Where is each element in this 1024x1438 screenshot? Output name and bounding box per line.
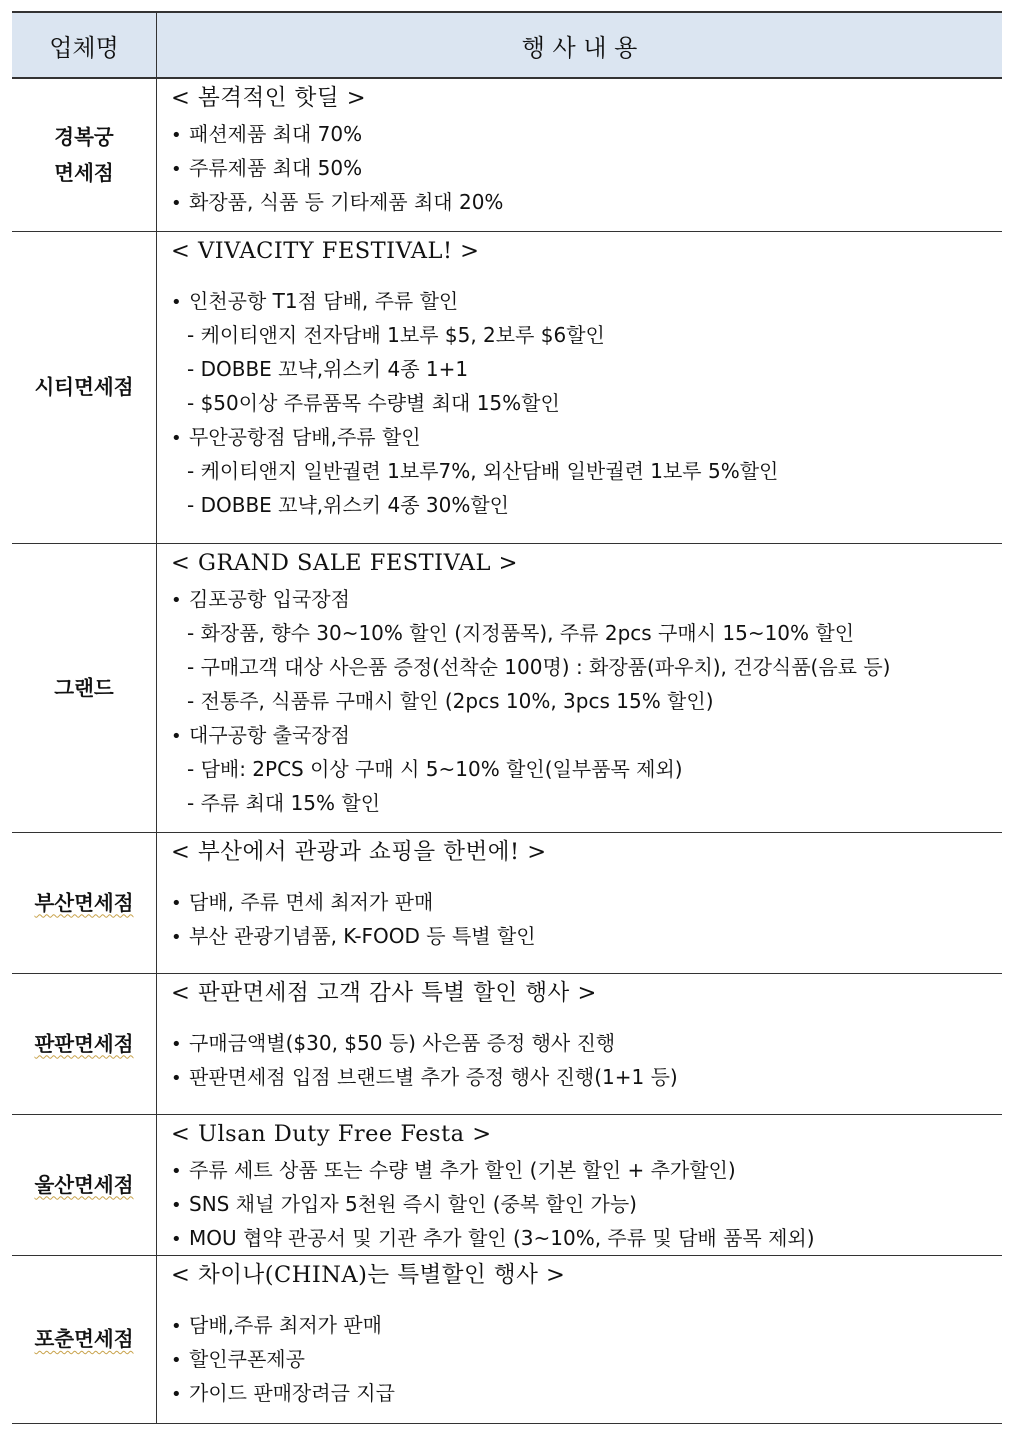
vendor-cell bbox=[12, 543, 157, 832]
list-item: - 구매고객 대상 사은품 증정(선착순 100명) : 화장품(파우치), 건강식품(음료 등) bbox=[187, 654, 891, 679]
list-item: - 담배: 2PCS 이상 구매 시 5~10% 할인(일부품목 제외) bbox=[187, 756, 683, 781]
list-item: • 가이드 판매장려금 지급 bbox=[171, 1376, 992, 1410]
table-row bbox=[12, 973, 1002, 1114]
list-item: • 판판면세점 입점 브랜드별 추가 증정 행사 진행(1+1 등) bbox=[171, 1060, 992, 1094]
list-item: • 김포공항 입국장점 bbox=[171, 582, 992, 616]
list-item: • 주류 세트 상품 또는 수량 별 추가 할인 (기본 할인 + 추가할인) bbox=[171, 1153, 992, 1187]
vendor-name: 면세점 bbox=[54, 160, 114, 185]
list-item: - DOBBE 꼬냑,위스키 4종 1+1 bbox=[187, 356, 469, 381]
vendor-cell bbox=[12, 973, 157, 1114]
list-item: • 구매금액별($30, $50 등) 사은품 증정 행사 진행 bbox=[171, 1026, 992, 1060]
bullet-icon: • bbox=[171, 1033, 182, 1055]
content-cell bbox=[157, 973, 1003, 1114]
list-item: • 인천공항 T1점 담배, 주류 할인 bbox=[171, 284, 992, 318]
list-item: - $50이상 주류품목 수량별 최대 15%할인 bbox=[187, 390, 560, 415]
content-cell bbox=[157, 231, 1003, 543]
table-row bbox=[12, 231, 1002, 543]
bullet-icon: • bbox=[171, 125, 182, 146]
bullet-icon: • bbox=[171, 291, 182, 313]
list-item: • 화장품, 식품 등 기타제품 최대 20% bbox=[171, 185, 992, 219]
bullet-icon: • bbox=[171, 926, 182, 948]
list-item: • 무안공항점 담배,주류 할인 bbox=[171, 420, 992, 454]
vendor-name: 부산면세점 bbox=[34, 890, 134, 915]
vendor-cell bbox=[12, 231, 157, 543]
content-cell bbox=[157, 832, 1003, 973]
table-row bbox=[12, 832, 1002, 973]
table-row bbox=[12, 1255, 1002, 1423]
list-item: • 담배,주류 최저가 판매 bbox=[171, 1308, 992, 1342]
header-content: 행 사 내 용 bbox=[157, 12, 1003, 78]
event-title: < 봄격적인 핫딜 > bbox=[171, 85, 367, 111]
list-item: - 화장품, 향수 30~10% 할인 (지정품목), 주류 2pcs 구매시 15~10% 할인 bbox=[187, 620, 855, 645]
bullet-icon: • bbox=[171, 427, 182, 449]
vendor-cell bbox=[12, 78, 157, 231]
list-item: • 부산 관광기념품, K-FOOD 등 특별 할인 bbox=[171, 919, 992, 953]
table-row bbox=[12, 543, 1002, 832]
content-cell bbox=[157, 1255, 1003, 1423]
bullet-icon: • bbox=[171, 1383, 182, 1405]
list-item: • 패션제품 최대 70% bbox=[171, 117, 992, 151]
list-item: • 대구공항 출국장점 bbox=[171, 718, 992, 752]
event-table bbox=[12, 11, 1002, 1424]
event-title: < 부산에서 관광과 쇼핑을 한번에! > bbox=[171, 838, 547, 865]
event-title: < Ulsan Duty Free Festa > bbox=[171, 1120, 492, 1147]
vendor-cell bbox=[12, 1255, 157, 1423]
event-title: < 차이나(CHINA)는 특별할인 행사 > bbox=[171, 1261, 566, 1288]
bullet-icon: • bbox=[171, 1349, 182, 1371]
bullet-icon: • bbox=[171, 589, 182, 611]
bullet-icon: • bbox=[171, 159, 182, 180]
vendor-name: 그랜드 bbox=[54, 675, 114, 700]
list-item: - 주류 최대 15% 할인 bbox=[187, 790, 381, 815]
bullet-icon: • bbox=[171, 193, 182, 214]
bullet-icon: • bbox=[171, 1194, 182, 1216]
bullet-icon: • bbox=[171, 1315, 182, 1337]
vendor-cell bbox=[12, 832, 157, 973]
content-cell bbox=[157, 1114, 1003, 1255]
event-title: < 판판면세점 고객 감사 특별 할인 행사 > bbox=[171, 979, 597, 1006]
content-cell bbox=[157, 543, 1003, 832]
vendor-name: 판판면세점 bbox=[34, 1031, 134, 1056]
list-item: - 케이티앤지 전자담배 1보루 $5, 2보루 $6할인 bbox=[187, 322, 605, 347]
bullet-icon: • bbox=[171, 1160, 182, 1182]
list-item: - 케이티앤지 일반궐련 1보루7%, 외산담배 일반궐련 1보루 5%할인 bbox=[187, 458, 779, 483]
list-item: • 주류제품 최대 50% bbox=[171, 151, 992, 185]
content-cell bbox=[157, 78, 1003, 231]
vendor-name: 포춘면세점 bbox=[34, 1327, 134, 1351]
table-row bbox=[12, 1114, 1002, 1255]
vendor-name: 경복궁 bbox=[54, 124, 114, 149]
table-row bbox=[12, 78, 1002, 231]
header-row bbox=[12, 12, 1002, 78]
list-item: • SNS 채널 가입자 5천원 즉시 할인 (중복 할인 가능) bbox=[171, 1187, 992, 1221]
event-title: < VIVACITY FESTIVAL! > bbox=[171, 237, 480, 264]
list-item: - DOBBE 꼬냑,위스키 4종 30%할인 bbox=[187, 492, 509, 517]
bullet-icon: • bbox=[171, 1067, 182, 1089]
event-title: < GRAND SALE FESTIVAL > bbox=[171, 549, 518, 576]
list-item: • 담배, 주류 면세 최저가 판매 bbox=[171, 885, 992, 919]
vendor-name: 시티면세점 bbox=[34, 375, 134, 399]
list-item: • 할인쿠폰제공 bbox=[171, 1342, 992, 1376]
bullet-icon: • bbox=[171, 1228, 182, 1250]
bullet-icon: • bbox=[171, 725, 182, 747]
vendor-cell bbox=[12, 1114, 157, 1255]
header-vendor: 업체명 bbox=[12, 12, 157, 78]
bullet-icon: • bbox=[171, 892, 182, 914]
list-item: - 전통주, 식품류 구매시 할인 (2pcs 10%, 3pcs 15% 할인) bbox=[187, 688, 714, 713]
vendor-name: 울산면세점 bbox=[34, 1172, 134, 1197]
list-item: • MOU 협약 관공서 및 기관 추가 할인 (3~10%, 주류 및 담배 품목 제외) bbox=[171, 1221, 992, 1255]
